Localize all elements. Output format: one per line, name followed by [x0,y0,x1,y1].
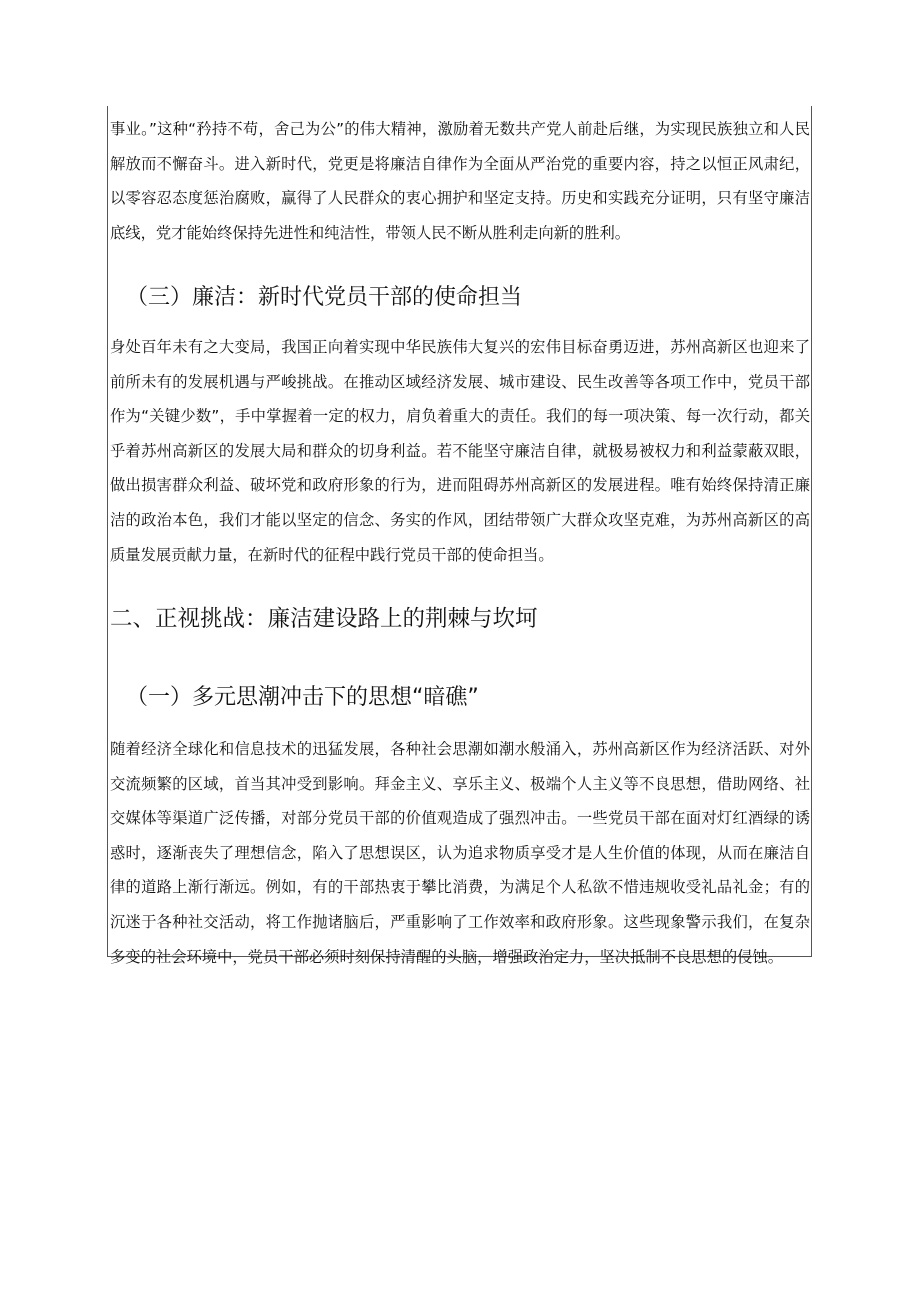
section-heading-1: （一）多元思潮冲击下的思想“暗礁” [126,685,479,710]
chapter-heading-2: 二、正视挑战：廉洁建设路上的荆棘与坎坷 [110,606,538,632]
paragraph-challenges: 随着经济全球化和信息技术的迅猛发展，各种社会思潮如潮水般涌入，苏州高新区作为经济活跃、对外交流频繁的区域，首当其冲受到影响。拜金主义、享乐主义、极端个人主义等不良思想，借助网络、社交媒体等渠道广泛传播，对部分党员干部的价值观造成了强烈冲击。一些党员干部在面对灯红酒绿的诱惑时，逐渐丧失了理想信念，陷入了思想误区，认为追求物质享受才是人生价值的体现，从而在廉洁自律的道路上渐行渐远。例如，有的干部热衷于攀比消费，为满足个人私欲不惜违规收受礼品礼金；有的沉迷于各种社交活动，将工作抛诸脑后，严重影响了工作效率和政府形象。这些现象警示我们，在复杂多变的社会环境中，党员干部必须时刻保持清醒的头脑，增强政治定力，坚决抵制不良思想的侵蚀。 [110,740,810,966]
paragraph-history: 事业。”这种“矜持不苟，舍己为公”的伟大精神，激励着无数共产党人前赴后继，为实现民族独立和人民解放而不懈奋斗。进入新时代，党更是将廉洁自律作为全面从严治党的重要内容，持之以恒正风肃纪，以零容忍态度惩治腐败，赢得了人民群众的衷心拥护和坚定支持。历史和实践充分证明，只有坚守廉洁底线，党才能始终保持先进性和纯洁性，带领人民不断从胜利走向新的胜利。 [110,120,810,242]
section-heading-3: （三）廉洁：新时代党员干部的使命担当 [126,285,523,310]
paragraph-mission: 身处百年未有之大变局，我国正向着实现中华民族伟大复兴的宏伟目标奋勇迈进，苏州高新区也迎来了前所未有的发展机遇与严峻挑战。在推动区域经济发展、城市建设、民生改善等各项工作中，党员干部作为“关键少数”，手中掌握着一定的权力，肩负着重大的责任。我们的每一项决策、每一次行动，都关乎着苏州高新区的发展大局和群众的切身利益。若不能坚守廉洁自律，就极易被权力和利益蒙蔽双眼，做出损害群众利益、破坏党和政府形象的行为，进而阻碍苏州高新区的发展进程。唯有始终保持清正廉洁的政治本色，我们才能以坚定的信念、务实的作风，团结带领广大群众攻坚克难，为苏州高新区的高质量发展贡献力量，在新时代的征程中践行党员干部的使命担当。 [110,338,810,564]
